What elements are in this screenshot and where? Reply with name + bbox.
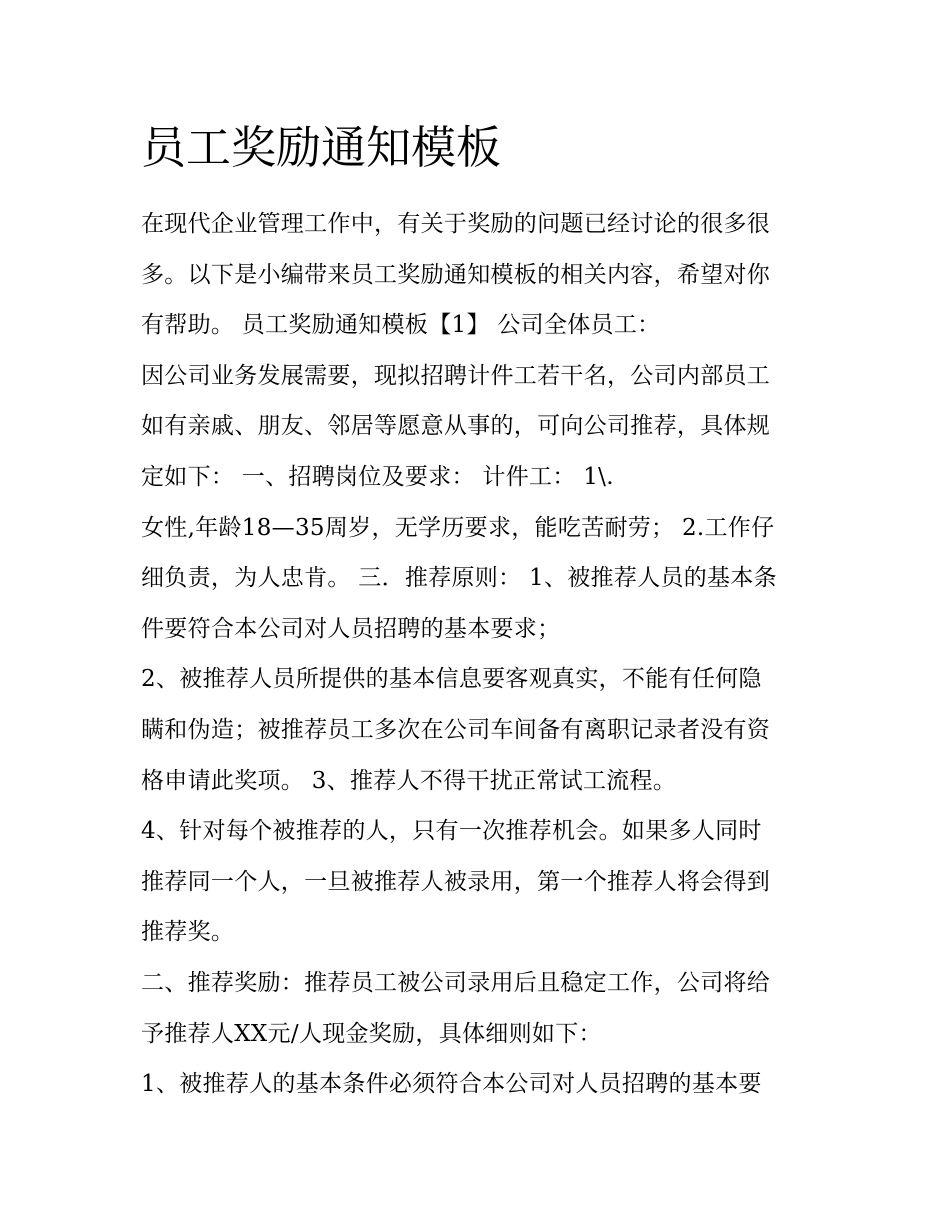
body-line: 件要符合本公司对人员招聘的基本要求； [141,615,561,642]
body-line: 在现代企业管理工作中，有关于奖励的问题已经讨论的很多很 [141,211,771,237]
body-line: 瞒和伪造；被推荐员工多次在公司车间备有离职记录者没有资 [141,716,771,743]
body-line: 4、针对每个被推荐的人，只有一次推荐机会。如果多人同时 [141,818,762,845]
body-line: 因公司业务发展需要，现拟招聘计件工若干名，公司内部员工 [141,362,771,389]
body-line: 予推荐人XX元/人现金奖励，具体细则如下： [141,1020,602,1047]
body-line: 如有亲戚、朋友、邻居等愿意从事的，可向公司推荐，具体规 [141,413,771,440]
body-line: 推荐奖。 [141,919,235,946]
body-line: 细负责，为人忠肯。 三．推荐原则： 1、被推荐人员的基本条 [141,565,777,592]
document-body [141,199,821,1110]
body-line: 格申请此奖项。 3、推荐人不得干扰正常试工流程。 [141,767,677,794]
body-line: 定如下： 一、招聘岗位及要求： 计件工： 1\. [141,463,614,490]
document-title: 员工奖励通知模板 [141,121,502,174]
body-line: 女性,年龄18—35周岁，无学历要求，能吃苦耐劳； 2.工作仔 [141,514,775,541]
body-line: 1、被推荐人的基本条件必须符合本公司对人员招聘的基本要 [141,1071,762,1098]
body-line: 有帮助。 员工奖励通知模板【1】 公司全体员工： [141,312,661,339]
body-line: 推荐同一个人，一旦被推荐人被录用，第一个推荐人将会得到 [141,868,771,895]
body-line: 二、推荐奖励：推荐员工被公司录用后且稳定工作，公司将给 [141,969,771,996]
body-line: 多。以下是小编带来员工奖励通知模板的相关内容，希望对你 [141,261,771,288]
body-line: 2、被推荐人员所提供的基本信息要客观真实，不能有任何隐 [141,666,762,693]
